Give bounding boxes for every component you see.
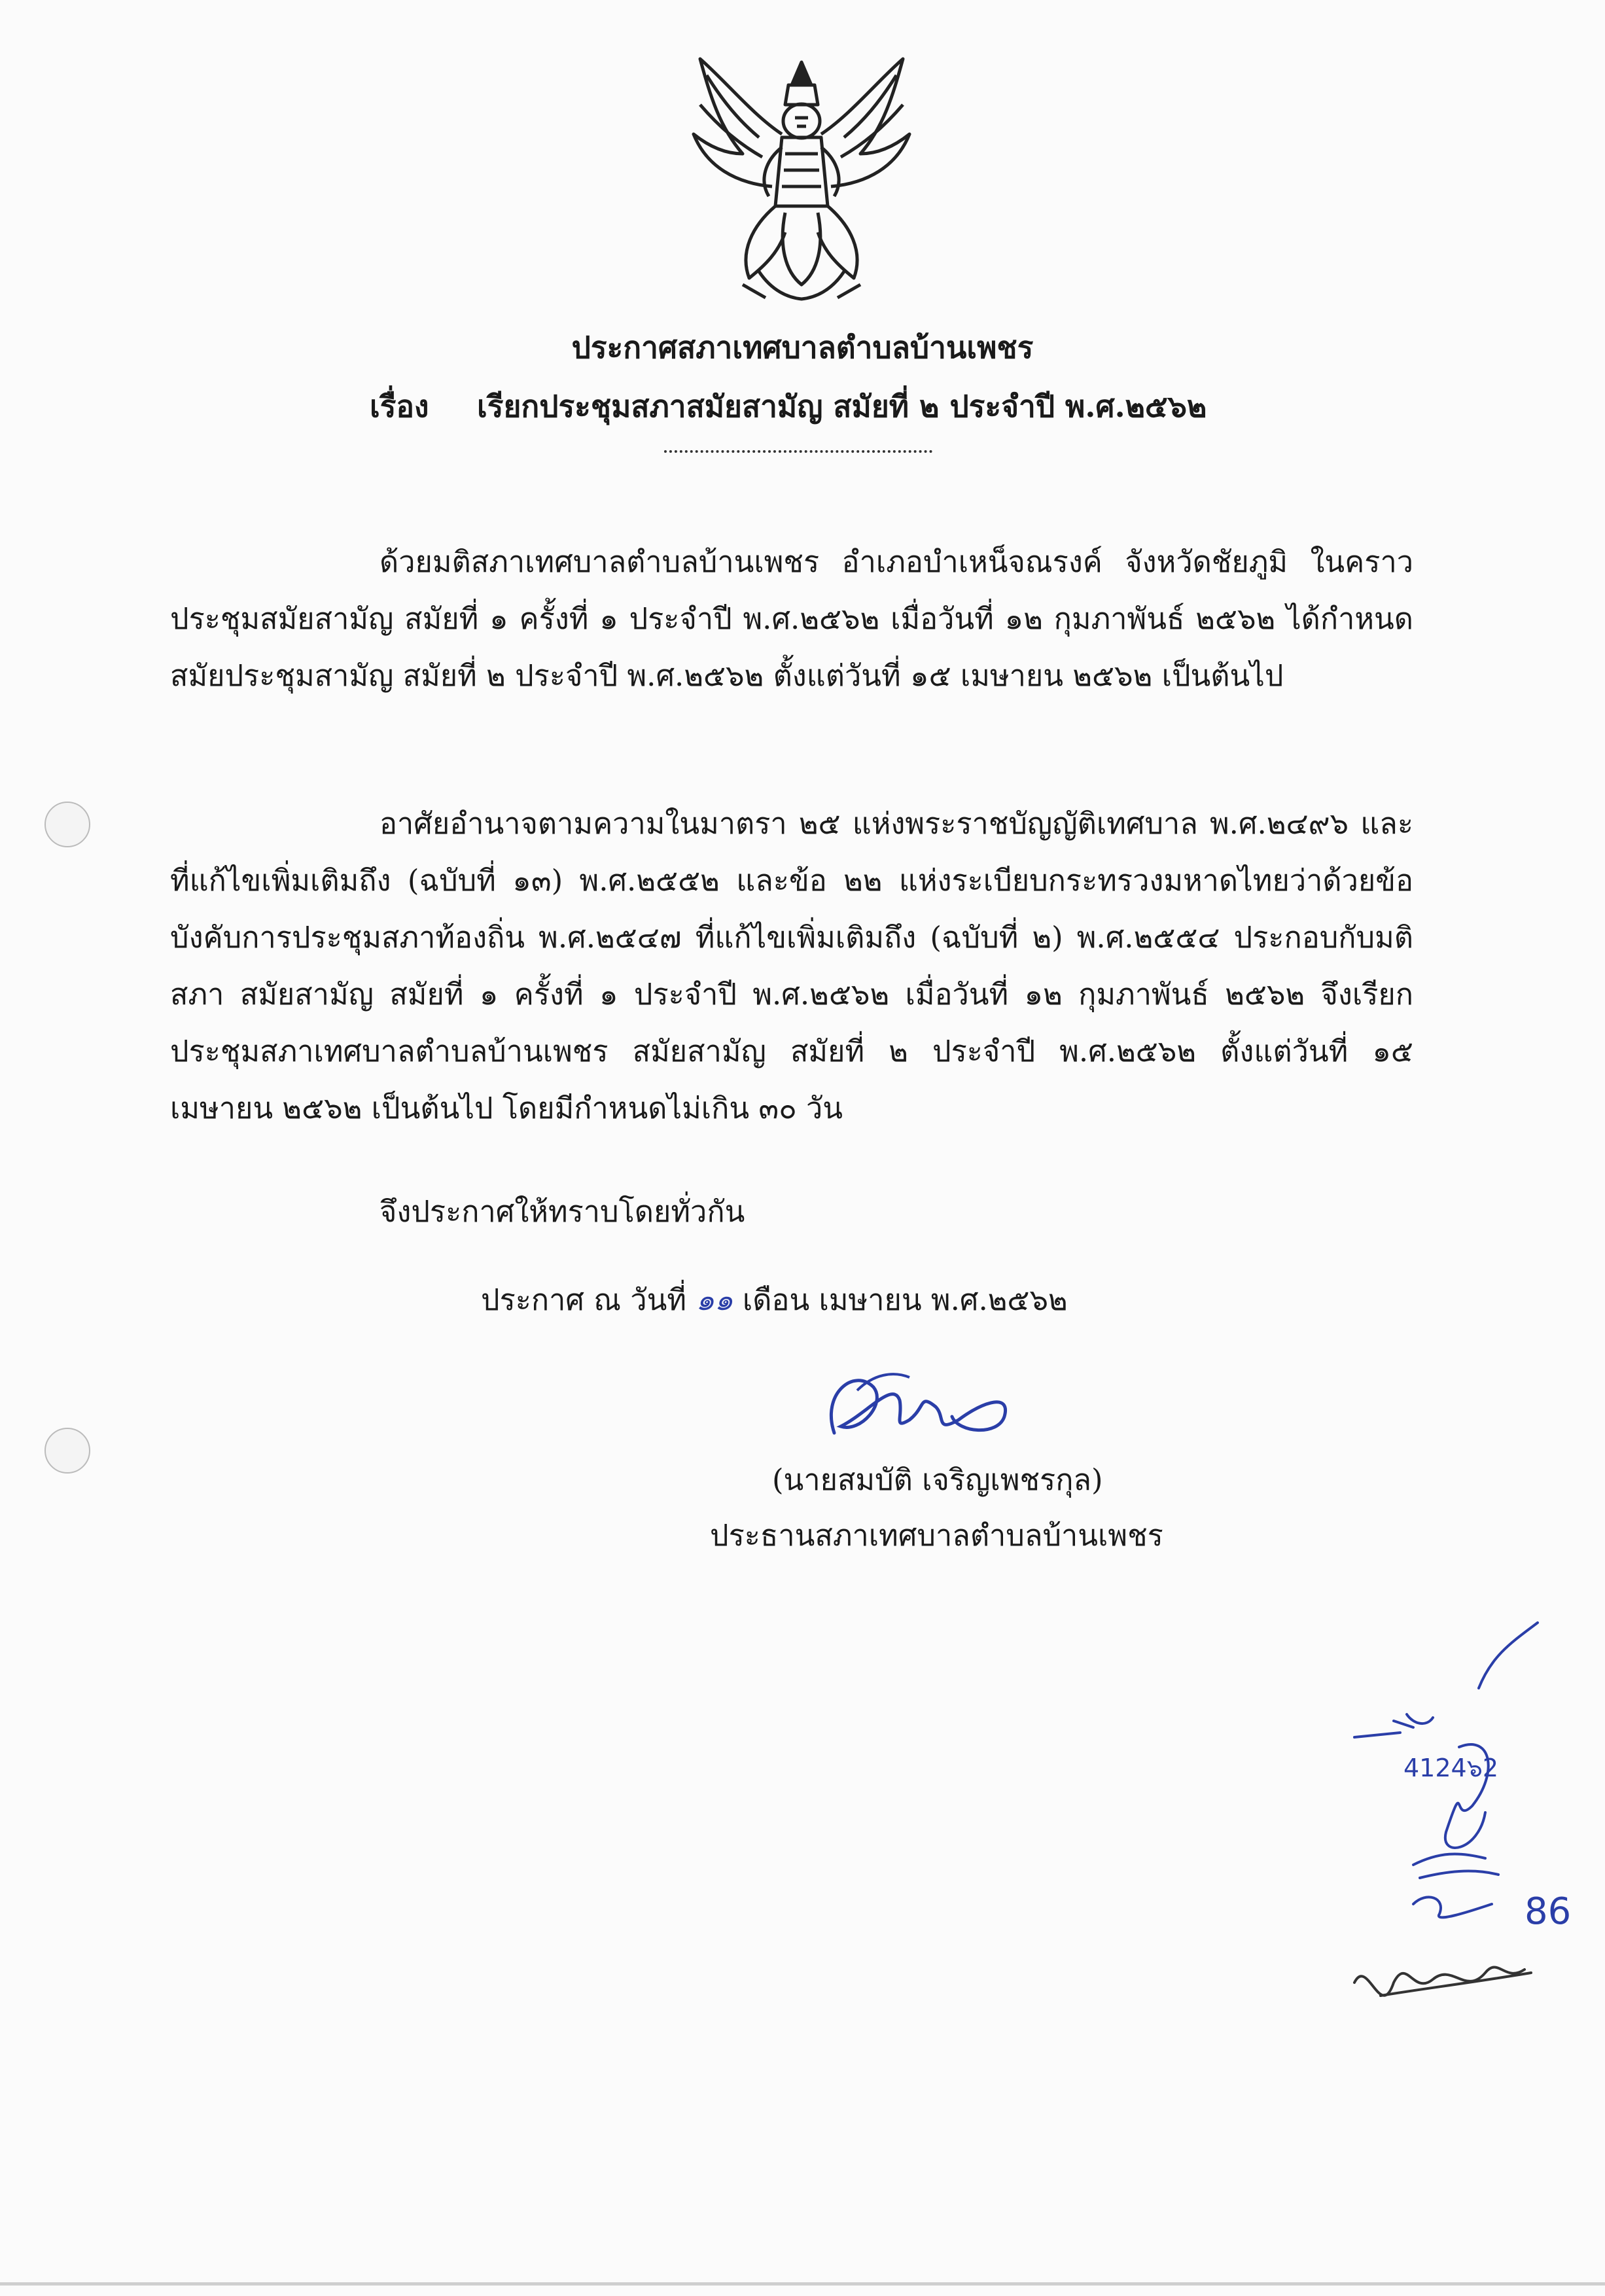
- punch-hole-icon: [44, 802, 90, 847]
- announce-day: ๑๑: [696, 1282, 733, 1317]
- paragraph-2-text: อาศัยอำนาจตามความในมาตรา ๒๕ แห่งพระราชบัญญัติเทศบาล พ.ศ.๒๔๙๖ และที่แก้ไขเพิ่มเติมถึง (ฉบับที่ ๑๓) พ.ศ.๒๕๕๒ และข้อ ๒๒ แห่งระเบียบกระทรวงมหาดไทยว่าด้วยข้อบังคับการประชุมสภาท้องถิ่น พ.ศ.๒๕๔๗ ที่แก้ไขเพิ่มเติมถึง (ฉบับที่ ๒) พ.ศ.๒๕๕๔ ประกอบกับมติสภา สมัยสามัญ สมัยที่ ๑ ครั้งที่ ๑ ประจำปี พ.ศ.๒๕๖๒ เมื่อวันที่ ๑๒ กุมภาพันธ์ ๒๕๖๒ จึงเรียกประชุมสภาเทศบาลตำบลบ้านเพชร สมัยสามัญ สมัยที่ ๒ ประจำปี พ.ศ.๒๕๖๒ ตั้งแต่วันที่ ๑๕ เมษายน ๒๕๖๒ เป็นต้นไป โดยมีกำหนดไม่เกิน ๓๐ วัน: [170, 806, 1413, 1125]
- paragraph-authority: [170, 795, 1413, 1137]
- handwritten-annotations: [1341, 1616, 1603, 2035]
- dotted-divider: [664, 450, 932, 453]
- garuda-emblem-icon: [680, 56, 923, 304]
- announcement-date: [481, 1276, 1068, 1323]
- handwritten-date: 4124๖2: [1403, 1754, 1499, 1782]
- paragraph-announcement: [170, 1183, 1413, 1240]
- scan-edge: [0, 2282, 1605, 2286]
- signer-title: ประธานสภาเทศบาลตำบลบ้านเพชร: [710, 1518, 1163, 1553]
- punch-hole-icon: [44, 1428, 90, 1474]
- paragraph-1-text: ด้วยมติสภาเทศบาลตำบลบ้านเพชร อำเภอบำเหน็จณรงค์ จังหวัดชัยภูมิ ในคราวประชุมสมัยสามัญ สมัยที่ ๑ ครั้งที่ ๑ ประจำปี พ.ศ.๒๕๖๒ เมื่อวันที่ ๑๒ กุมภาพันธ์ ๒๕๖๒ ได้กำหนดสมัยประชุมสามัญ สมัยที่ ๒ ประจำปี พ.ศ.๒๕๖๒ ตั้งแต่วันที่ ๑๕ เมษายน ๒๕๖๒ เป็นต้นไป: [170, 544, 1413, 693]
- handwritten-mark: 86: [1525, 1890, 1572, 1933]
- subject-label: เรื่อง: [370, 389, 429, 424]
- subject-text: เรียกประชุมสภาสมัยสามัญ สมัยที่ ๒ ประจำปี พ.ศ.๒๕๖๒: [477, 389, 1207, 424]
- signature-icon: [795, 1354, 1031, 1459]
- announce-prefix: ประกาศ ณ วันที่: [481, 1282, 687, 1317]
- document-subject: [370, 383, 1207, 431]
- signer-name: (นายสมบัติ เจริญเพชรกุล): [772, 1462, 1103, 1497]
- paragraph-3-text: จึงประกาศให้ทราบโดยทั่วกัน: [379, 1194, 745, 1229]
- paragraph-resolution: [170, 533, 1413, 704]
- announce-suffix: เดือน เมษายน พ.ศ.๒๕๖๒: [742, 1282, 1068, 1317]
- document-title: ประกาศสภาเทศบาลตำบลบ้านเพชร: [571, 330, 1034, 365]
